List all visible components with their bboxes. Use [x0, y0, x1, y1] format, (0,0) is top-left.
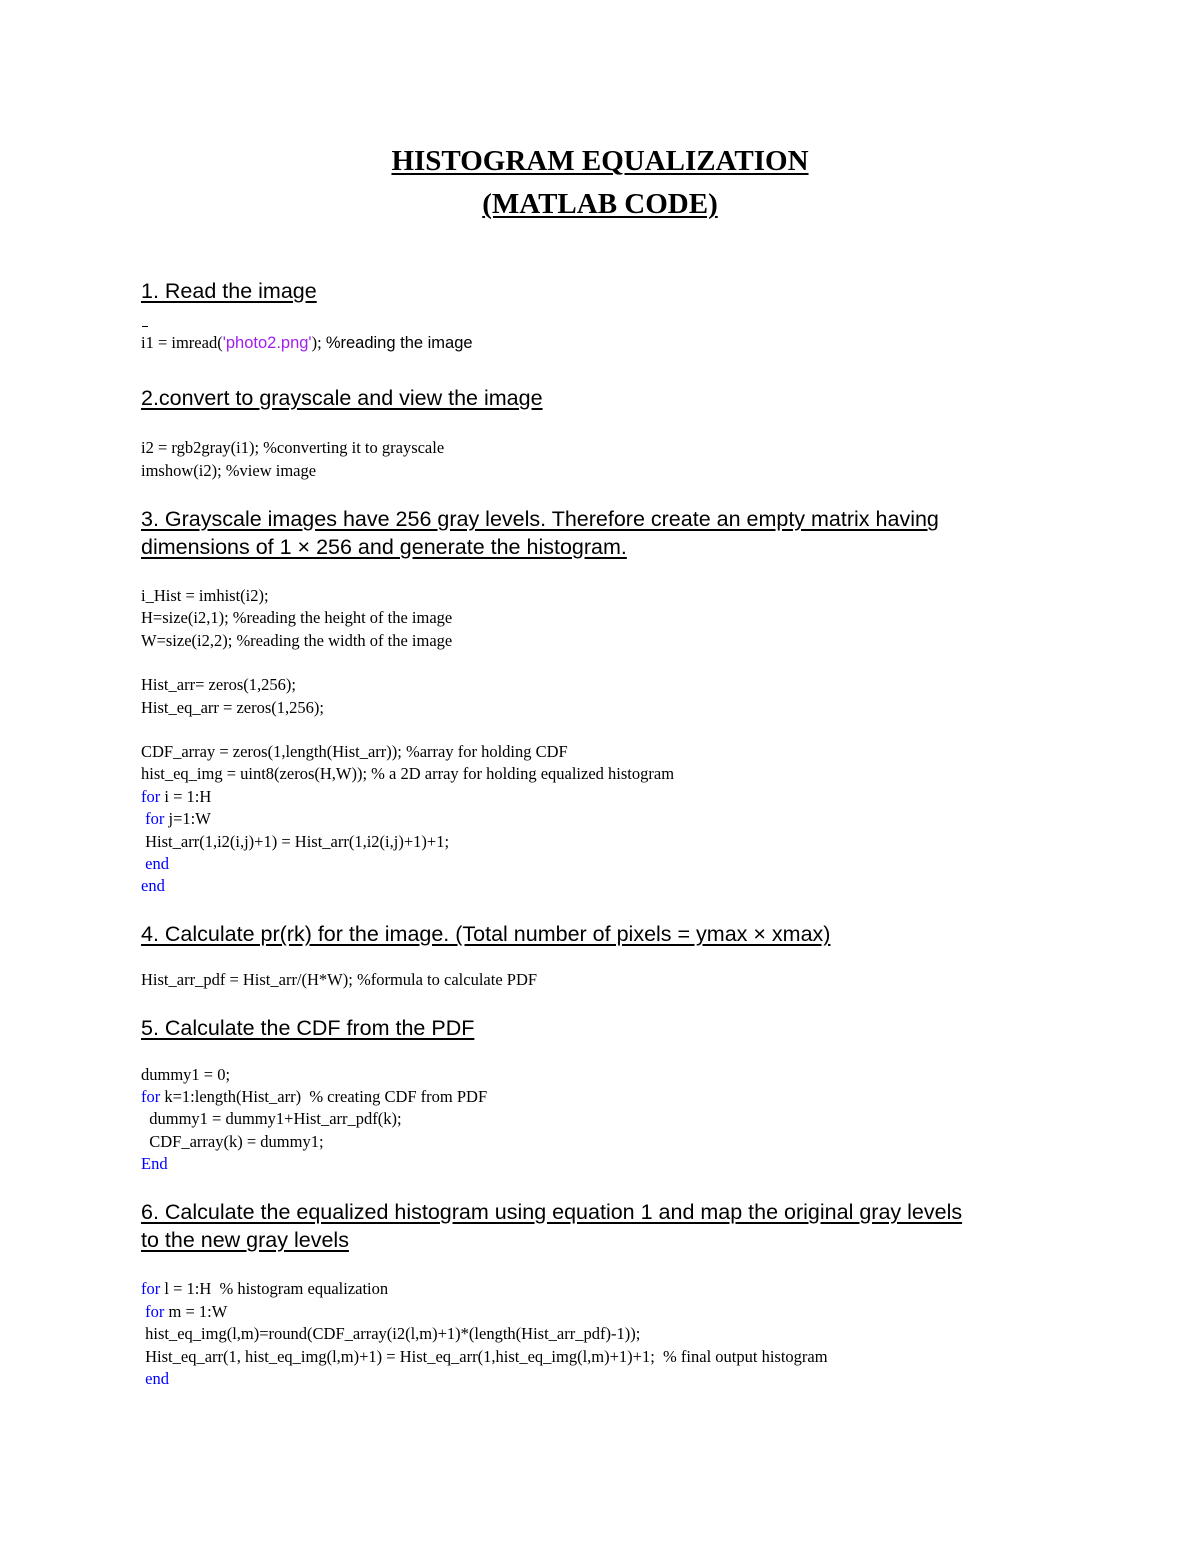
section-6-heading-line-2: to the new gray levels	[141, 1228, 349, 1252]
code-line: end	[141, 854, 169, 873]
code-line: imshow(i2); %view image	[141, 461, 317, 480]
document-title: HISTOGRAM EQUALIZATION	[391, 145, 809, 177]
code-line: Hist_arr(1,i2(i,j)+1) = Hist_arr(1,i2(i,j)+1)+1;	[141, 832, 450, 851]
code-line: CDF_array = zeros(1,length(Hist_arr)); %array for holding CDF	[141, 742, 568, 761]
code-comment: %reading the image	[325, 334, 473, 352]
code-line: i_Hist = imhist(i2);	[141, 586, 269, 605]
code-line: for k=1:length(Hist_arr) % creating CDF from PDF	[141, 1087, 488, 1106]
code-line: i1 = imread('photo2.png'); %reading the image	[141, 333, 473, 352]
code-line: Hist_arr= zeros(1,256);	[141, 675, 297, 694]
document-subtitle: (MATLAB CODE)	[482, 188, 718, 220]
code-line: CDF_array(k) = dummy1;	[141, 1132, 324, 1151]
section-1-heading: 1. Read the image	[141, 279, 317, 303]
code-keyword: for	[141, 1279, 161, 1298]
section-4-heading: 4. Calculate pr(rk) for the image. (Total number of pixels = ymax × xmax)	[141, 922, 831, 946]
code-line: dummy1 = dummy1+Hist_arr_pdf(k);	[141, 1109, 402, 1128]
code-line: Hist_arr_pdf = Hist_arr/(H*W); %formula to calculate PDF	[141, 970, 538, 989]
code-line: for j=1:W	[145, 809, 211, 828]
code-line: dummy1 = 0;	[141, 1065, 231, 1084]
code-string: 'photo2.png'	[222, 334, 312, 352]
section-3-heading-line-2: dimensions of 1 × 256 and generate the histogram.	[141, 535, 627, 559]
section-6-heading-line-1: 6. Calculate the equalized histogram using equation 1 and map the original gray levels	[141, 1200, 963, 1224]
code-line: for i = 1:H	[141, 787, 212, 806]
code-line: Hist_eq_arr(1, hist_eq_img(l,m)+1) = Hist_eq_arr(1,hist_eq_img(l,m)+1)+1; % final output histogram	[141, 1347, 828, 1366]
code-line: for l = 1:H % histogram equalization	[141, 1279, 389, 1298]
section-5-heading: 5. Calculate the CDF from the PDF	[141, 1016, 475, 1040]
code-line: Hist_eq_arr = zeros(1,256);	[141, 698, 324, 717]
code-line: hist_eq_img(l,m)=round(CDF_array(i2(l,m)+1)*(length(Hist_arr_pdf)-1));	[141, 1324, 641, 1343]
empty-line-marker	[142, 326, 148, 327]
code-line: i2 = rgb2gray(i1); %converting it to grayscale	[141, 438, 445, 457]
code-line: for m = 1:W	[145, 1302, 228, 1321]
section-2-heading: 2.convert to grayscale and view the image	[141, 386, 543, 410]
code-line: W=size(i2,2); %reading the width of the image	[141, 631, 453, 650]
code-keyword: for	[141, 787, 161, 806]
code-keyword: for	[141, 1087, 161, 1106]
code-line: hist_eq_img = uint8(zeros(H,W)); % a 2D array for holding equalized histogram	[141, 764, 675, 783]
code-line: end	[141, 876, 165, 895]
code-line: H=size(i2,1); %reading the height of the image	[141, 608, 453, 627]
code-keyword: for	[145, 809, 165, 828]
code-line: end	[141, 1369, 169, 1388]
code-line: End	[141, 1154, 168, 1173]
section-3-heading-line-1: 3. Grayscale images have 256 gray levels. Therefore create an empty matrix having	[141, 507, 939, 531]
code-keyword: for	[145, 1302, 165, 1321]
